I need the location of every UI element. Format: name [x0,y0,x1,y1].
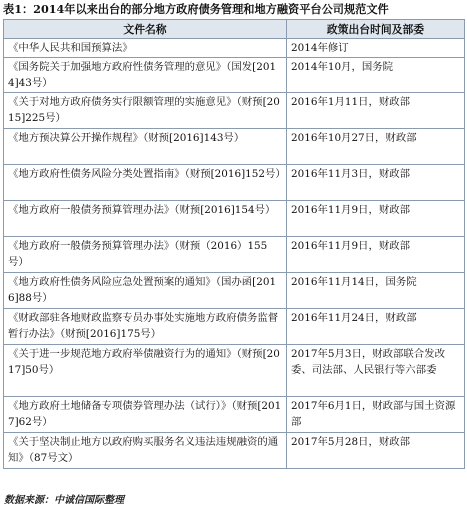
table-title: 表1：2014年以来出台的部分地方政府债务管理和地方融资平台公司规范文件 [3,2,389,16]
table-row [4,93,465,129]
table-header-row [4,20,465,39]
date-ministry-cell: 2016年11月9日，财政部 [287,201,465,237]
table-row [4,201,465,237]
column-header-date-ministry: 政策出台时间及部委 [287,20,465,39]
document-name-cell: 《地方预决算公开操作规程》（财预[2016]143号） [4,129,287,165]
column-header-document: 文件名称 [4,20,287,39]
table-row [4,345,465,397]
document-name-cell: 《地方政府土地储备专项债券管理办法（试行）》（财预[2017]62号） [4,397,287,433]
date-ministry-cell: 2016年11月9日，财政部 [287,237,465,273]
date-ministry-cell: 2016年11月24日，财政部 [287,309,465,345]
document-name-cell: 《关于坚决制止地方以政府购买服务名义违法违规融资的通知》（87号文） [4,433,287,469]
document-name-cell: 《关于对地方政府债务实行限额管理的实施意见》（财预[2015]225号） [4,93,287,129]
date-ministry-cell: 2016年1月11日，财政部 [287,93,465,129]
table-row [4,58,465,93]
document-name-cell: 《中华人民共和国预算法》 [4,39,287,58]
date-ministry-cell: 2014年修订 [287,39,465,58]
date-ministry-cell: 2016年11月14日，国务院 [287,273,465,309]
date-ministry-cell: 2017年5月3日，财政部联合发改委、司法部、人民银行等六部委 [287,345,465,397]
table-row [4,129,465,165]
document-name-cell: 《国务院关于加强地方政府性债务管理的意见》（国发[2014]43号） [4,58,287,93]
date-ministry-cell: 2014年10月，国务院 [287,58,465,93]
document-name-cell: 《财政部驻各地财政监察专员办事处实施地方政府债务监督暂行办法》（财预[2016]175号） [4,309,287,345]
document-name-cell: 《地方政府一般债务预算管理办法》（财预（2016）155号） [4,237,287,273]
table-row [4,39,465,58]
document-name-cell: 《关于进一步规范地方政府举债融资行为的通知》（财预[2017]50号） [4,345,287,397]
table-row [4,165,465,201]
date-ministry-cell: 2017年6月1日，财政部与国土资源部 [287,397,465,433]
date-ministry-cell: 2017年5月28日，财政部 [287,433,465,469]
document-name-cell: 《地方政府一般债务预算管理办法》（财预[2016]154号） [4,201,287,237]
table-row [4,237,465,273]
data-source-note: 数据来源：中诚信国际整理 [4,495,124,506]
date-ministry-cell: 2016年11月3日，财政部 [287,165,465,201]
document-name-cell: 《地方政府性债务风险应急处置预案的通知》（国办函[2016]88号） [4,273,287,309]
policy-table [3,19,465,469]
table-row [4,273,465,309]
table-row [4,397,465,433]
document-name-cell: 《地方政府性债务风险分类处置指南》（财预[2016]152号） [4,165,287,201]
table-row [4,309,465,345]
table-row [4,433,465,469]
date-ministry-cell: 2016年10月27日，财政部 [287,129,465,165]
